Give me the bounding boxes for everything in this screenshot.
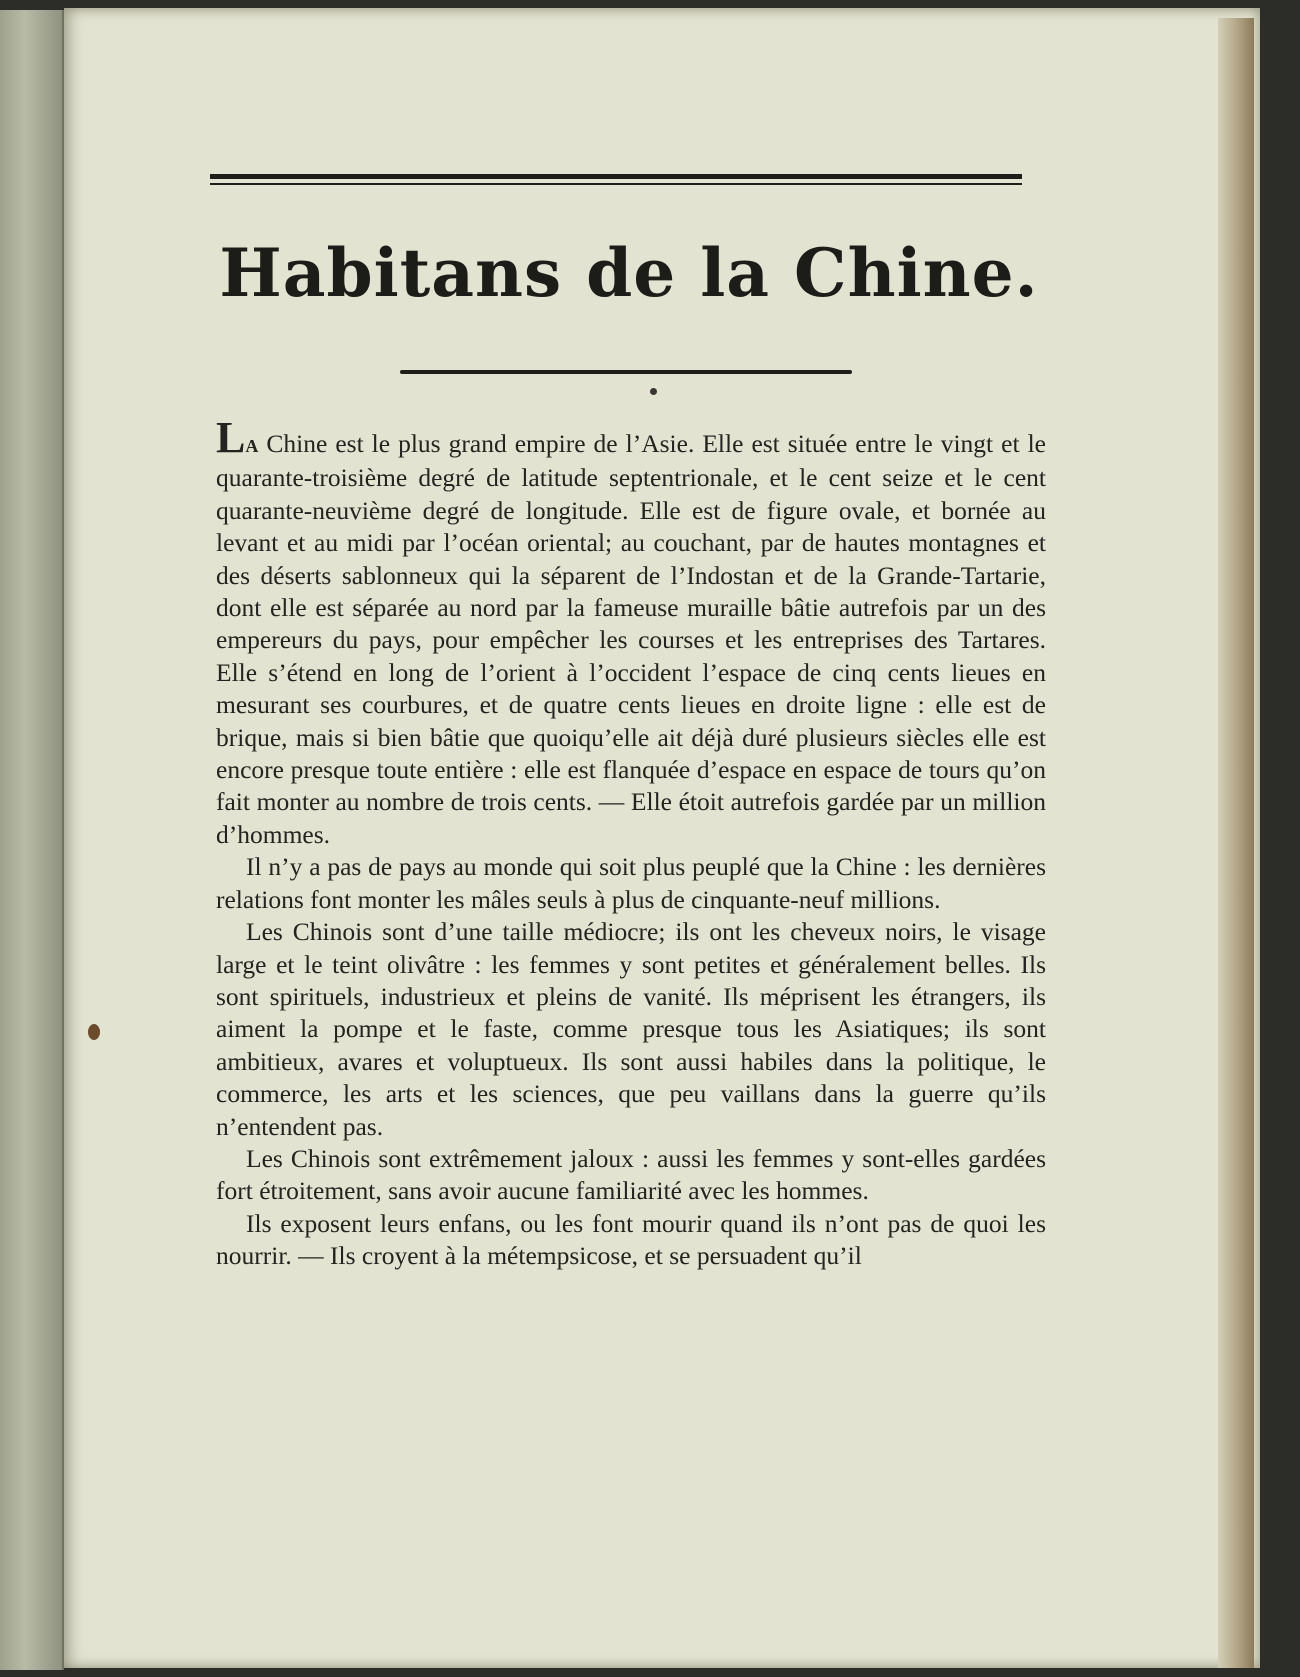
- paragraph-1-text: Chine est le plus grand empire de l’Asie. Elle est située entre le vingt et le quarante-troisième degré de latitude septentrionale, et le cent seize et le cent quarante-neuvième degré de longitude. Elle est de figure ovale, et bornée au levant et au midi par l’océan oriental; au couchant, par de hautes montagnes et des déserts sablonneux qui la séparent de l’Indostan et de la Grande-Tartarie, dont elle est séparée au nord par la fameuse muraille bâtie autrefois par un des empereurs du pays, pour empêcher les courses et les entreprises des Tartares. Elle s’étend en long de l’orient à l’occident l’espace de cinq cents lieues en mesurant ses courbures, et de quatre cents lieues en droite ligne : elle est de brique, mais si bien bâtie que quoiqu’elle ait déjà duré plusieurs siècles elle est encore presque toute entière : elle est flanquée d’espace en espace de tours qu’on fait monter au nombre de trois cents. — Elle étoit autrefois gardée par un million d’hommes.: [216, 429, 1046, 849]
- header-double-rule: [210, 174, 1022, 185]
- paragraph-4: Les Chinois sont extrêmement jaloux : aussi les femmes y sont-elles gardées fort étroitement, sans avoir aucune familiarité avec les hommes.: [216, 1143, 1046, 1206]
- paragraph-1: [216, 413, 1046, 851]
- chapter-title: Habitans de la Chine.: [219, 234, 1039, 312]
- header-rule-thin: [210, 183, 1022, 185]
- paragraph-5: Ils exposent leurs enfans, ou les font mourir quand ils n’ont pas de quoi les nourrir. — Ils croyent à la métempsicose, et se persuadent qu’il: [216, 1208, 1046, 1271]
- book-page: [64, 8, 1260, 1668]
- paragraph-2: Il n’y a pas de pays au monde qui soit plus peuplé que la Chine : les dernières relations font monter les mâles seuls à plus de cinquante-neuf millions.: [216, 852, 1046, 914]
- body-text: [216, 413, 1046, 1273]
- ink-speck: [650, 388, 657, 395]
- header-rule-thick: [210, 174, 1022, 179]
- drop-cap: L: [216, 413, 246, 462]
- paper-stain: [88, 1024, 100, 1040]
- page-stack-edge: [1218, 18, 1254, 1668]
- paragraph-3: Les Chinois sont d’une taille médiocre; ils ont les cheveux noirs, le visage large et le teint olivâtre : les femmes y sont petites et généralement belles. Ils sont spirituels, industrieux et pleins de vanité. Ils méprisent les étrangers, ils aiment la pompe et le faste, comme presque tous les Asiatiques; ils sont ambitieux, avares et voluptueux. Ils sont aussi habiles dans la politique, le commerce, les arts et les sciences, que peu vaillans dans la guerre qu’ils n’entendent pas.: [216, 917, 1046, 1141]
- title-separator-rule: [400, 370, 852, 374]
- previous-page-edge: [0, 10, 64, 1670]
- small-caps-letter: A: [245, 436, 259, 456]
